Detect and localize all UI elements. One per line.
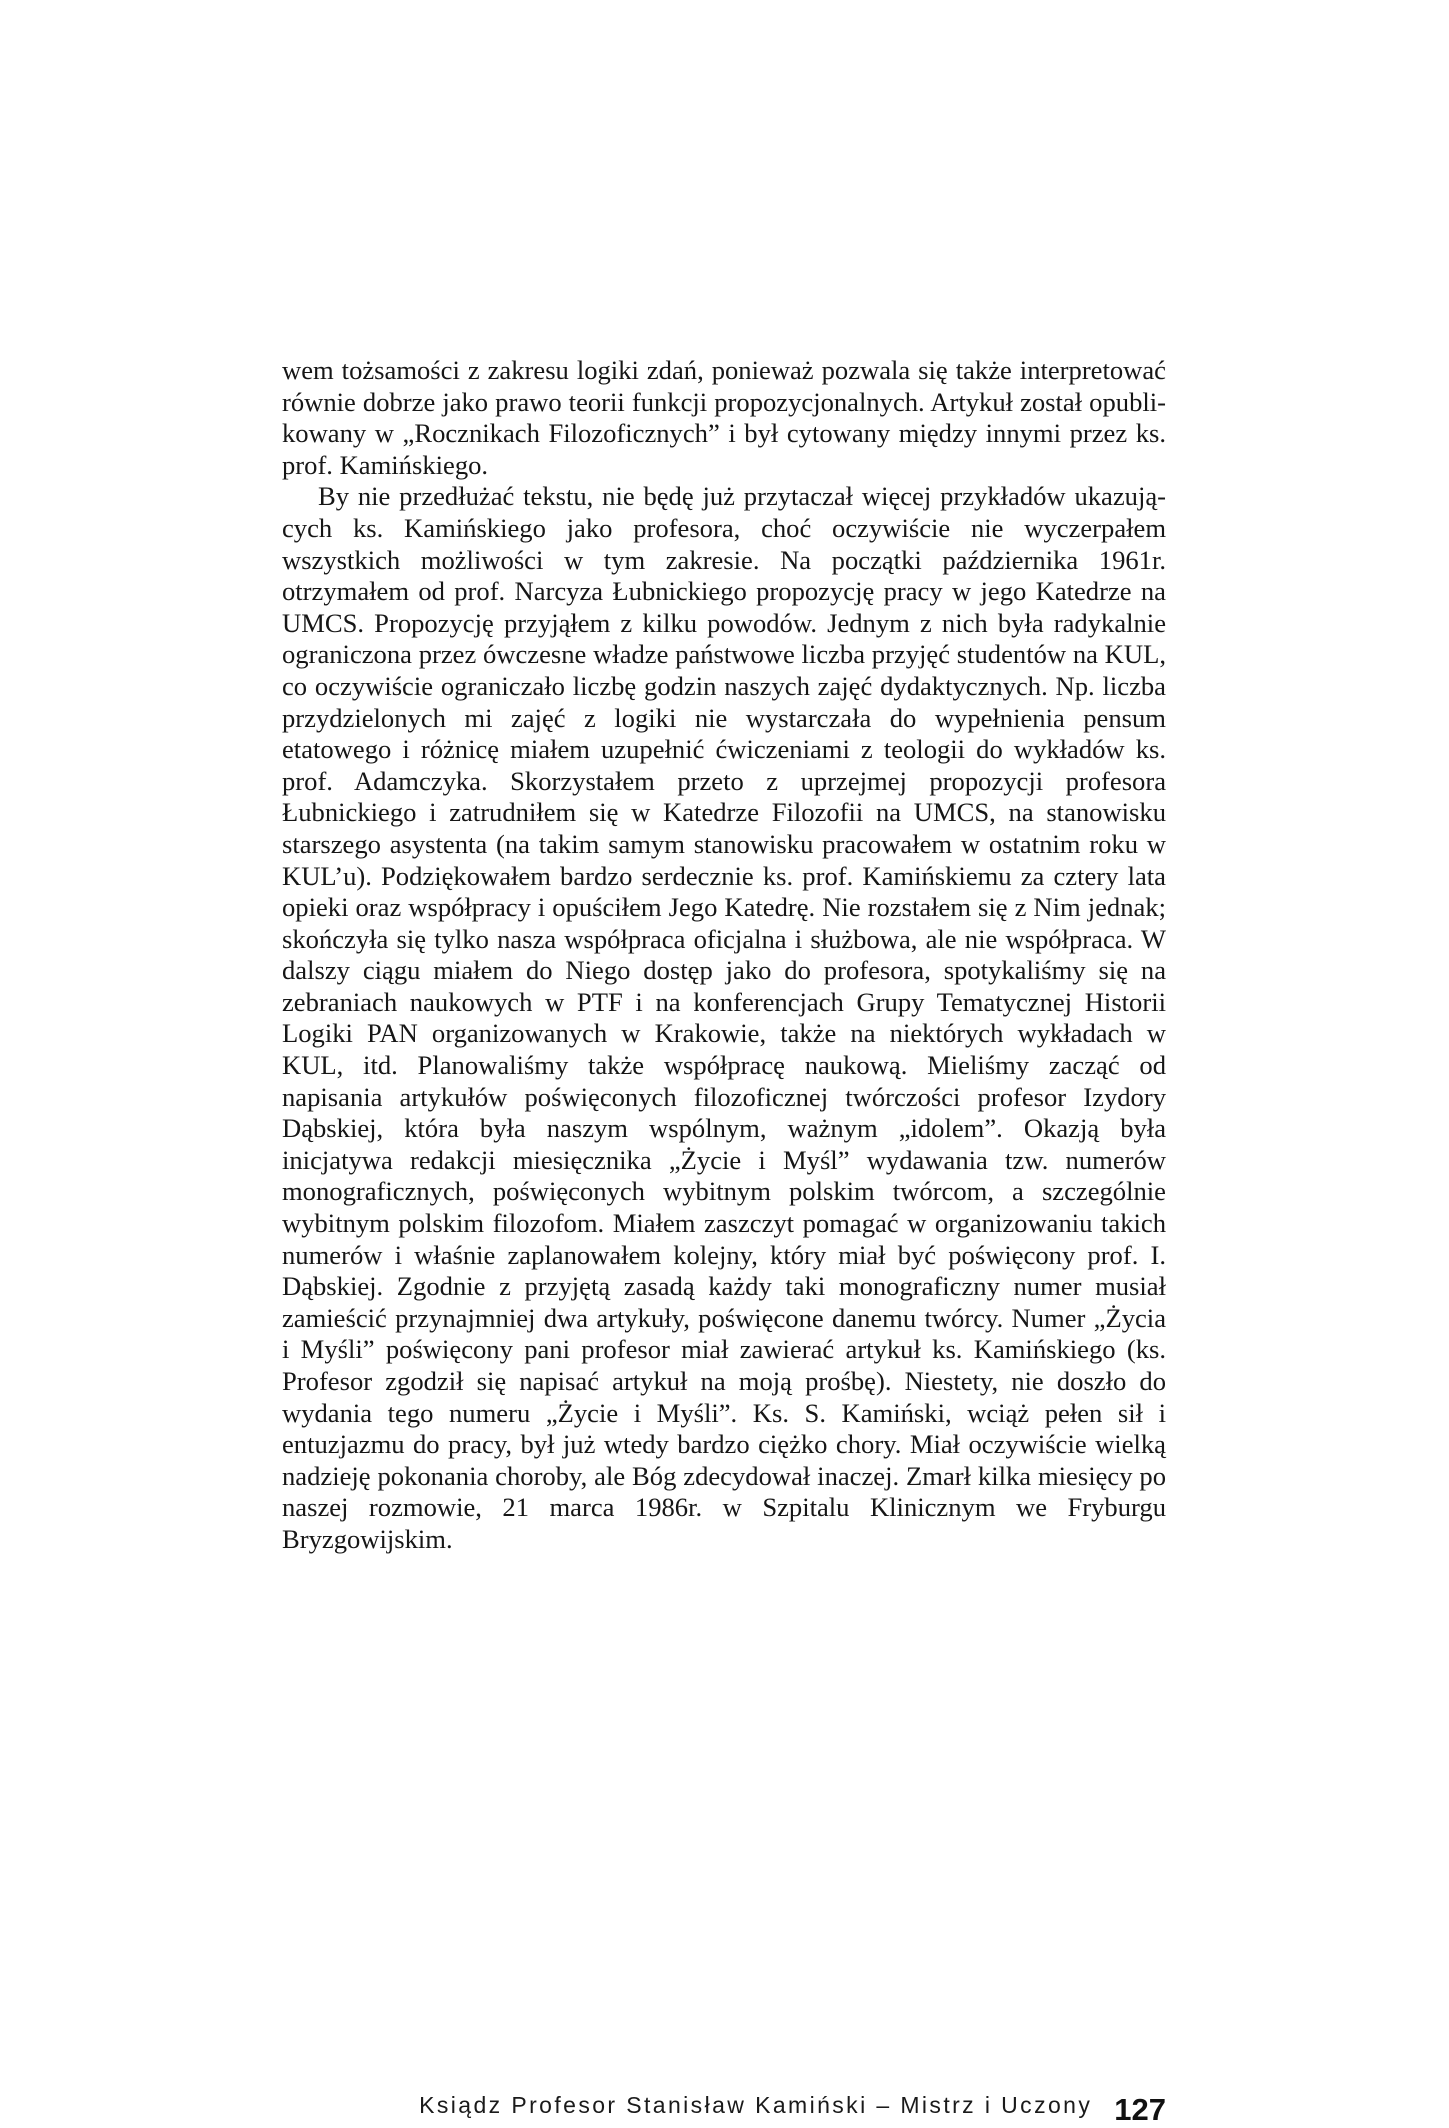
- body-text: [282, 355, 1166, 1556]
- paragraph-continuation: wem tożsamości z zakresu logiki zdań, ponieważ pozwala się także interpretować równie dobrze jako prawo teorii funkcji propozycjonalnych. Artykuł został opublikowany w „Rocznikach Filozoficznych” i był cytowany między innymi przez ks. prof. Kamińskiego.: [282, 355, 1166, 480]
- running-footer: [419, 2085, 1166, 2127]
- paragraph-main: By nie przedłużać tekstu, nie będę już przytaczał więcej przykładów ukazujących ks. Kamińskiego jako profesora, choć oczywiście nie wyczerpałem wszystkich możliwości w tym zakresie. Na początki października 1961r. otrzymałem od prof. Narcyza Łubnickiego propozycję pracy w jego Katedrze na UMCS. Propozycję przyjąłem z kilku powodów. Jednym z nich była radykalnie ograniczona przez ówczesne władze państwowe liczba przyjęć studentów na KUL, co oczywiście ograniczało liczbę godzin naszych zajęć dydaktycznych. Np. liczba przydzielonych mi zajęć z logiki nie wystarczała do wypełnienia pensum etatowego i różnicę miałem uzupełnić ćwiczeniami z teologii do wykładów ks. prof. Adamczyka. Skorzystałem przeto z uprzejmej propozycji profesora Łubnickiego i zatrudniłem się w Katedrze Filozofii na UMCS, na stanowisku starszego asystenta (na takim samym stanowisku pracowałem w ostatnim roku w KUL’u). Podziękowałem bardzo serdecznie ks. prof. Kamińskiemu za cztery lata opieki oraz współpracy i opuściłem Jego Katedrę. Nie rozstałem się z Nim jednak; skończyła się tylko nasza współpraca oficjalna i służbowa, ale nie współpraca. W dalszy ciągu miałem do Niego dostęp jako do profesora, spotykaliśmy się na zebraniach naukowych w PTF i na konferencjach Grupy Tematycznej Historii Logiki PAN organizowanych w Krakowie, także na niektórych wykładach w KUL, itd. Planowaliśmy także współpracę naukową. Mieliśmy zacząć od napisania artykułów poświęconych filozoficznej twórczości profesor Izydory Dąbskiej, która była naszym wspólnym, ważnym „idolem”. Okazją była inicjatywa redakcji miesięcznika „Życie i Myśl” wydawania tzw. numerów monograficznych, poświęconych wybitnym polskim twórcom, a szczególnie wybitnym polskim filozofom. Miałem zaszczyt pomagać w organizowaniu takich numerów i właśnie zaplanowałem kolejny, który miał być poświęcony prof. I. Dąbskiej. Zgodnie z przyjętą zasadą każdy taki monograficzny numer musiał zamieścić przynajmniej dwa artykuły, poświęcone danemu twórcy. Numer „Życia i Myśli” poświęcony pani profesor miał zawierać artykuł ks. Kamińskiego (ks. Profesor zgodził się napisać artykuł na moją prośbę). Niestety, nie doszło do wydania tego numeru „Życie i Myśli”. Ks. S. Kamiński, wciąż pełen sił i entuzjazmu do pracy, był już wtedy bardzo ciężko chory. Miał oczywiście wielką nadzieję pokonania choroby, ale Bóg zdecydował inaczej. Zmarł kilka miesięcy po naszej rozmowie, 21 marca 1986r. w Szpitalu Klinicznym we Fryburgu Bryzgowijskim.: [282, 481, 1166, 1554]
- page-number: 127: [1114, 2092, 1166, 2127]
- footer-book-title: Ksiądz Profesor Stanisław Kamiński – Mistrz i Uczony: [419, 2092, 1093, 2118]
